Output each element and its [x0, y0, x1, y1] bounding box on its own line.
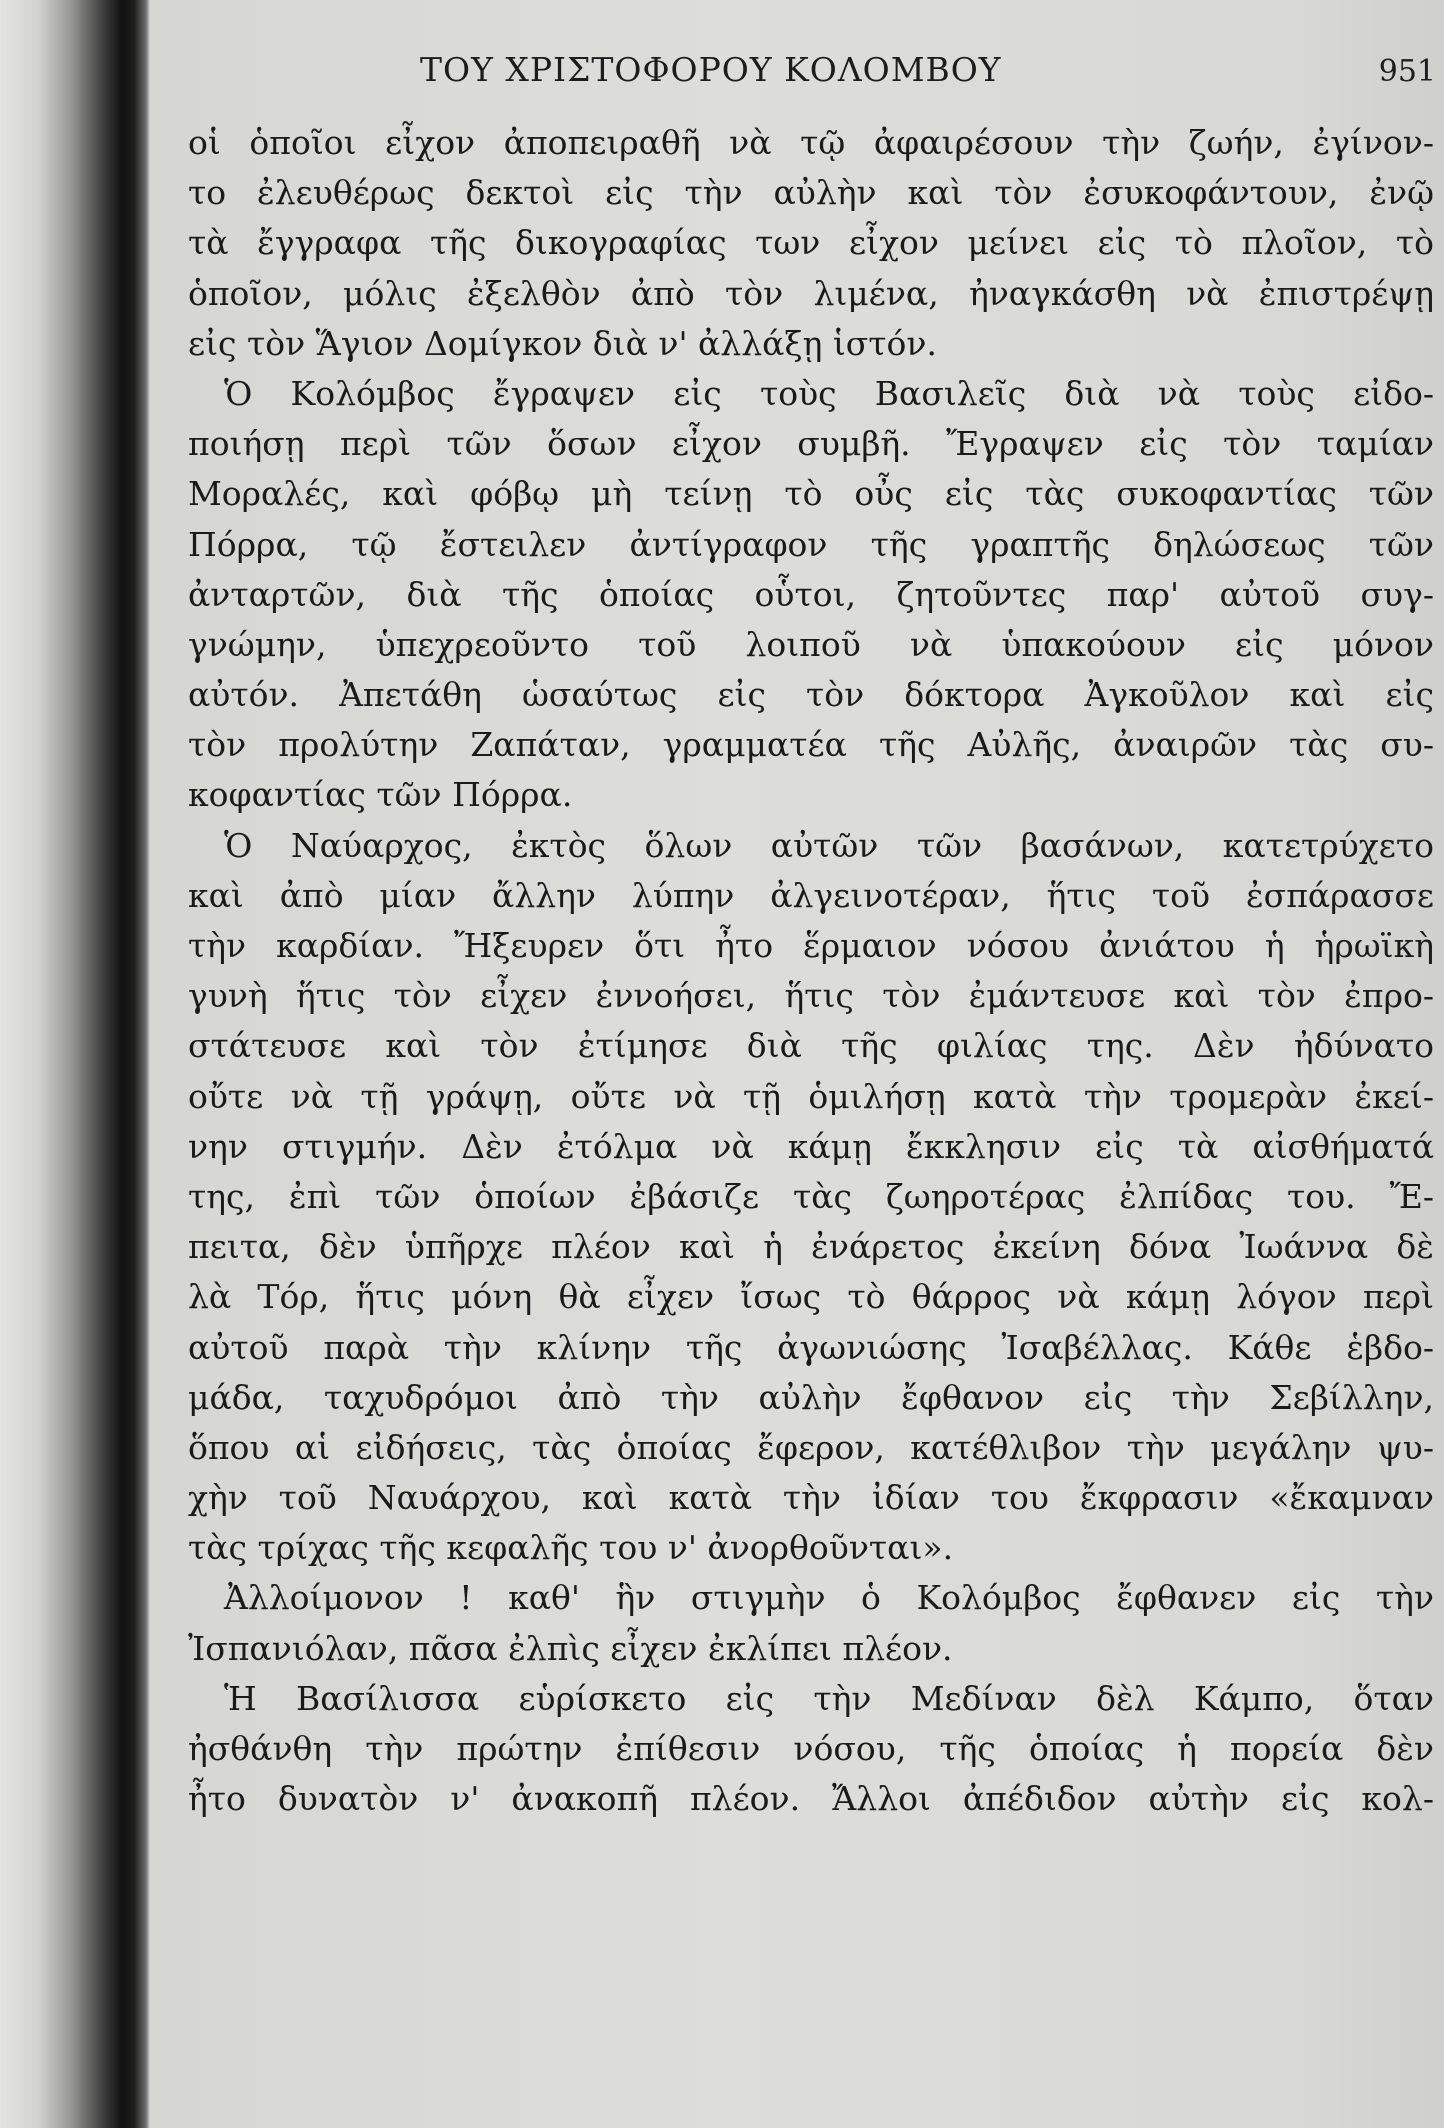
text-line: τὸν προλύτην Ζαπάταν, γραμματέα τῆς Αὐλῆς, ἀναιρῶν τὰς συ- — [188, 725, 1434, 765]
text-line: οἱ ὁποῖοι εἶχον ἀποπειραθῆ νὰ τῷ ἀφαιρέσουν τὴν ζωήν, ἐγίνον- — [188, 123, 1434, 162]
text-line: τὰς τρίχας τῆς κεφαλῆς του ν' ἀνορθοῦνται». — [188, 1528, 954, 1568]
text-line: ἠσθάνθη τὴν πρώτην ἐπίθεσιν νόσου, τῆς ὁποίας ἡ πορεία δὲν — [188, 1729, 1434, 1768]
text-line: Ὁ Κολόμβος ἔγραψεν εἰς τοὺς Βασιλεῖς διὰ νὰ τοὺς εἰδο- — [224, 373, 1434, 413]
text-line: αὐτοῦ παρὰ τὴν κλίνην τῆς ἀγωνιώσης Ἰσαβέλλας. Κάθε ἑβδο- — [188, 1327, 1434, 1367]
book-spine-shadow — [0, 0, 150, 2128]
text-line: Ἡ Βασίλισσα εὑρίσκετο εἰς τὴν Μεδίναν δὲλ Κάμπο, ὅταν — [224, 1678, 1434, 1718]
text-line: νην στιγμήν. Δὲν ἐτόλμα νὰ κάμῃ ἔκκλησιν εἰς τὰ αἰσθήματά — [188, 1126, 1434, 1166]
page — [150, 0, 1444, 2128]
text-line: το ἐλευθέρως δεκτοὶ εἰς τὴν αὐλὴν καὶ τὸν ἐσυκοφάντουν, ἐνῷ — [188, 173, 1434, 213]
text-line: κοφαντίας τῶν Πόρρα. — [188, 775, 573, 815]
text-line: ὁποῖον, μόλις ἐξελθὸν ἀπὸ τὸν λιμένα, ἠναγκάσθη νὰ ἐπιστρέψῃ — [188, 273, 1434, 313]
page-number: 951 — [1378, 54, 1436, 89]
text-line: αὐτόν. Ἀπετάθη ὡσαύτως εἰς τὸν δόκτορα Ἀγκοῦλον καὶ εἰς — [188, 675, 1434, 715]
text-line: γνώμην, ὑπεχρεοῦντο τοῦ λοιποῦ νὰ ὑπακούουν εἰς μόνον — [188, 624, 1434, 664]
text-line: ἀνταρτῶν, διὰ τῆς ὁποίας οὗτοι, ζητοῦντες παρ' αὐτοῦ συγ- — [188, 574, 1434, 614]
text-line: Ἰσπανιόλαν, πᾶσα ἐλπὶς εἶχεν ἐκλίπει πλέον. — [188, 1628, 953, 1668]
page-header — [150, 44, 1444, 104]
text-line: πειτα, δὲν ὑπῆρχε πλέον καὶ ἡ ἐνάρετος ἐκείνη δόνα Ἰωάννα δὲ — [188, 1227, 1434, 1267]
text-line: χὴν τοῦ Ναυάρχου, καὶ κατὰ τὴν ἰδίαν του ἔκφρασιν «ἔκαμναν — [188, 1478, 1434, 1518]
text-line: Πόρρα, τῷ ἔστειλεν ἀντίγραφον τῆς γραπτῆς δηλώσεως τῶν — [188, 524, 1434, 564]
text-line: στάτευσε καὶ τὸν ἐτίμησε διὰ τῆς φιλίας της. Δὲν ἠδύνατο — [188, 1026, 1434, 1066]
text-line: της, ἐπὶ τῶν ὁποίων ἐβάσιζε τὰς ζωηροτέρας ἐλπίδας του. Ἔ- — [188, 1176, 1434, 1216]
text-line: Μοραλές, καὶ φόβῳ μὴ τείνῃ τὸ οὖς εἰς τὰς συκοφαντίας τῶν — [188, 474, 1434, 514]
text-line: ποιήσῃ περὶ τῶν ὅσων εἶχον συμβῆ. Ἔγραψεν εἰς τὸν ταμίαν — [188, 424, 1434, 464]
text-line: ὅπου αἱ εἰδήσεις, τὰς ὁποίας ἔφερον, κατέθλιβον τὴν μεγάλην ψυ- — [188, 1427, 1434, 1467]
text-line: τὰ ἔγγραφα τῆς δικογραφίας των εἶχον μείνει εἰς τὸ πλοῖον, τὸ — [188, 223, 1434, 263]
text-line: λὰ Τόρ, ἥτις μόνη θὰ εἶχεν ἴσως τὸ θάρρος νὰ κάμῃ λόγον περὶ — [188, 1277, 1434, 1317]
text-line: Ὁ Ναύαρχος, ἐκτὸς ὅλων αὐτῶν τῶν βασάνων, κατετρύχετο — [224, 825, 1434, 865]
text-line: τὴν καρδίαν. Ἤξευρεν ὅτι ἦτο ἕρμαιον νόσου ἀνιάτου ἡ ἡρωϊκὴ — [188, 926, 1434, 965]
text-line: εἰς τὸν Ἅγιον Δομίγκον διὰ ν' ἀλλάξῃ ἱστόν. — [188, 323, 937, 363]
text-line: οὔτε νὰ τῇ γράψῃ, οὔτε νὰ τῇ ὁμιλήσῃ κατὰ τὴν τρομερὰν ἐκεί- — [188, 1076, 1434, 1116]
text-line: καὶ ἀπὸ μίαν ἄλλην λύπην ἀλγεινοτέραν, ἥτις τοῦ ἐσπάρασσε — [188, 875, 1434, 915]
text-line: Ἀλλοίμονον ! καθ' ἣν στιγμὴν ὁ Κολόμβος ἔφθανεν εἰς τὴν — [224, 1578, 1434, 1618]
text-line: γυνὴ ἥτις τὸν εἶχεν ἐννοήσει, ἥτις τὸν ἐμάντευσε καὶ τὸν ἐπρο- — [188, 976, 1434, 1016]
text-line: μάδα, ταχυδρόμοι ἀπὸ τὴν αὐλὴν ἔφθανον εἰς τὴν Σεβίλλην, — [188, 1377, 1434, 1417]
body-text — [188, 118, 1434, 1824]
text-line: ἦτο δυνατὸν ν' ἀνακοπῆ πλέον. Ἄλλοι ἀπέδιδον αὐτὴν εἰς κολ- — [188, 1779, 1434, 1819]
running-title: ΤΟΥ ΧΡΙΣΤΟΦΟΡΟΥ ΚΟΛΟΜΒΟΥ — [420, 50, 1002, 89]
